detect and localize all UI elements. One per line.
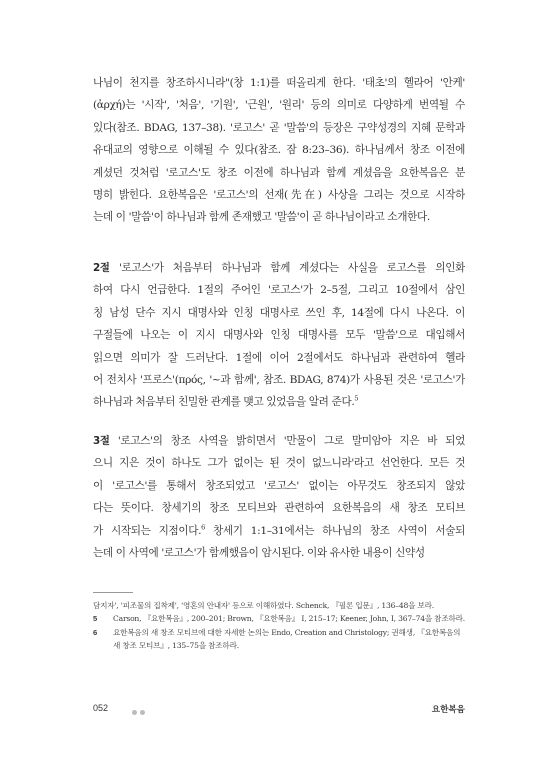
text-line (93, 206, 465, 228)
footnote-text: 요한복음의 새 창조 모티브에 대한 자세한 논의는 Endo, Creation and Christology; 권해생, 『요한복음의 새 창조 모티브』, 135–75을 참조하라. (113, 627, 461, 651)
text-line (93, 279, 465, 301)
footnote-5 (93, 612, 465, 625)
line-text: 유대교의 영향으로 이해될 수 있다(참조. 잠 8:23–36). 하나님께서 창조 이전에 (93, 144, 465, 157)
line-text: 있다(참조. BDAG, 137–38). '로고스' 곧 '말씀'의 등장은 구약성경의 지혜 문학과 (93, 121, 465, 134)
text-line (93, 520, 465, 542)
footnote-text: Carson, 『요한복음』, 200–201; Brown, 『요한복음』 I, 215–17; Keener, John, I, 367–74을 참조하라. (113, 614, 465, 624)
text-line (93, 257, 465, 279)
text-line (93, 324, 465, 346)
footnote-number: 6 (93, 627, 98, 637)
line-text: 는데 이 사역에 '로고스'가 함께했음이 암시된다. 이와 유사한 내용이 신약성 (93, 547, 425, 560)
text-line (93, 452, 465, 474)
footnote-divider (93, 592, 133, 593)
text-line (93, 369, 465, 391)
line-text: 하나님과 처음부터 친밀한 관계를 맺고 있었음을 알려 준다. (93, 396, 355, 409)
text-line (93, 139, 465, 161)
paragraph-3 (93, 430, 465, 564)
footnote-text: 담지자', '피조물의 집착제', '영혼의 안내자' 등으로 이해하였다. Schenck, 『필론 입문』, 136–48을 보라. (93, 601, 434, 610)
text-line (93, 430, 465, 452)
line-text: 가 시작되는 지점이다. (93, 524, 202, 537)
verse-marker: 3절 (93, 435, 118, 447)
verse-marker: 2절 (93, 262, 119, 274)
line-text: 으니 지은 것이 하나도 그가 없이는 된 것이 없느니라'라고 선언한다. 모든 것 (93, 457, 465, 470)
line-text: 이 '로고스'를 통해서 창조되었고 '로고스' 없이는 아무것도 창조되지 않았 (93, 479, 465, 492)
running-title: 요한복음 (431, 705, 465, 715)
line-text: 어 전치사 '프로스'(πρός, '~과 함께', 참조. BDAG, 874)가 사용된 것은 '로고스'가 (93, 374, 465, 387)
line-text: '로고스'가 처음부터 하나님과 함께 계셨다는 사실을 로고스를 의인화 (118, 262, 465, 274)
page-number: 052 (93, 703, 109, 713)
line-text: (ἀρχή)는 '시작', '처음', '기원', '근원', '원리' 등의 의미로 다양하게 번역될 수 (93, 99, 465, 112)
text-line (93, 72, 465, 94)
line-text-rest: 창세기 1:1–31에서는 하나님의 창조 사역이 서술되 (204, 524, 465, 537)
line-text: 는데 이 '말씀'이 하나님과 함께 존재했고 '말씀'이 곧 하나님이라고 소개한다. (93, 211, 430, 224)
line-text: 명히 밝힌다. 요한복음은 '로고스'의 선재(先在) 사상을 그리는 것으로 시작하 (93, 189, 465, 202)
decorative-dots (132, 707, 148, 717)
footnote-continued (93, 599, 465, 612)
paragraph-1 (93, 72, 465, 229)
line-text: 계셨던 것처럼 '로고스'도 창조 이전에 하나님과 함께 계셨음을 요한복음은 분 (93, 166, 465, 179)
text-line (93, 162, 465, 184)
line-text: 다는 뜻이다. 창세기의 창조 모티브와 관련하여 요한복음의 새 창조 모티브 (93, 502, 465, 515)
line-text: 하여 다시 언급한다. 1절의 주어인 '로고스'가 2–5절, 그리고 10절에서 삼인 (93, 284, 465, 297)
text-line (93, 184, 465, 206)
page-footer (93, 703, 465, 717)
footnote-number: 5 (93, 614, 98, 624)
line-text: 칭 남성 단수 지시 대명사와 인칭 대명사로 쓰인 후, 14절에 다시 나온다. 이 (93, 306, 465, 319)
line-text: 구절들에 나오는 이 지시 대명사와 인칭 대명사를 모두 '말씀'으로 대입해서 (93, 329, 465, 342)
text-line (93, 391, 465, 413)
line-text: '로고스'의 창조 사역을 밝히면서 '만물이 그로 말미암아 지은 바 되었 (117, 435, 465, 447)
line-text: 읽으면 의미가 잘 드러난다. 1절에 이어 2절에서도 하나님과 관련하여 헬라 (93, 351, 465, 364)
text-line (93, 117, 465, 139)
footnote-reference[interactable]: 6 (201, 523, 205, 532)
text-line (93, 475, 465, 497)
text-line (93, 542, 465, 564)
footnotes (93, 599, 465, 653)
text-line (93, 302, 465, 324)
line-text: 나님이 천지를 창조하시니라"(창 1:1)를 떠올리게 한다. '태초'의 헬라어 '안케' (93, 77, 465, 89)
text-line (93, 347, 465, 369)
text-line (93, 94, 465, 116)
text-line (93, 497, 465, 519)
paragraph-2 (93, 257, 465, 414)
footnote-6 (93, 626, 465, 653)
footnote-reference[interactable]: 5 (354, 394, 359, 403)
